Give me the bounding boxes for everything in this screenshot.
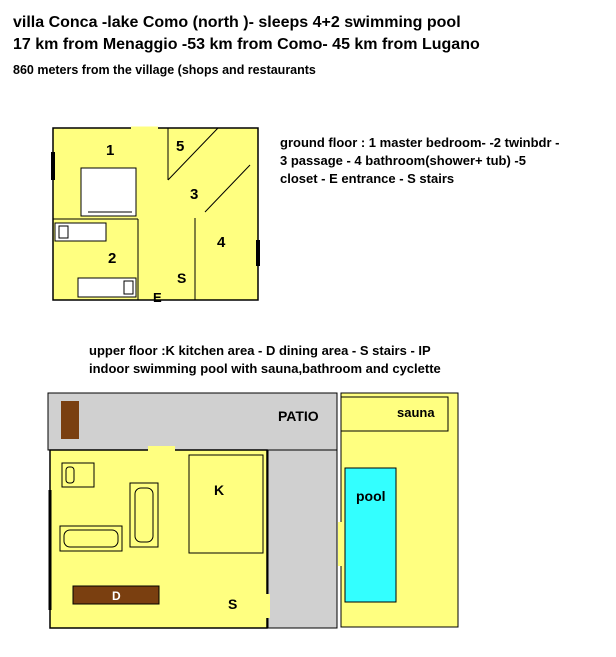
sofa-1-cushion	[135, 488, 153, 542]
master-bed	[81, 168, 136, 216]
label-pool: pool	[356, 488, 386, 504]
twin-bed-1-pillow	[59, 226, 68, 238]
title-line-2: 17 km from Menaggio -53 km from Como- 45 km from Lugano	[13, 36, 480, 53]
patio-furniture	[61, 401, 79, 439]
label-dining: D	[112, 589, 121, 603]
ground-floor-plan	[53, 128, 258, 305]
label-room-1: 1	[106, 142, 115, 159]
ground-floor-caption-line: ground floor : 1 master bedroom- -2 twinbdr -	[280, 135, 560, 150]
label-room-2: 2	[108, 250, 117, 267]
title-line-1: villa Conca -lake Como (north )- sleeps 4+2 swimming pool	[13, 14, 461, 31]
upper-floor-caption-line: upper floor :K kitchen area - D dining area - S stairs - IP	[89, 343, 431, 358]
label-stairs-upper: S	[228, 596, 238, 612]
label-room-5: 5	[176, 138, 185, 155]
patio-side	[268, 450, 337, 628]
ground-floor-caption-line: 3 passage - 4 bathroom(shower+ tub) -5	[280, 153, 526, 168]
label-patio: PATIO	[278, 408, 319, 424]
twin-bed-2-pillow	[124, 281, 133, 294]
label-room-4: 4	[217, 234, 226, 251]
pool-door-gap	[338, 522, 344, 566]
title-line-3: 860 meters from the village (shops and restaurants	[13, 63, 316, 77]
label-sauna: sauna	[397, 405, 435, 420]
label-room-3: 3	[190, 186, 199, 203]
living-door-gap	[148, 446, 175, 452]
kitchen-area	[189, 455, 263, 553]
sofa-2-cushion	[64, 530, 118, 547]
upper-floor-caption-line: indoor swimming pool with sauna,bathroom and cyclette	[89, 361, 441, 376]
label-entrance: E	[153, 290, 162, 305]
living-east-door-gap	[264, 594, 270, 618]
label-stairs: S	[177, 270, 187, 286]
label-kitchen: K	[214, 482, 225, 498]
armchair-arm	[66, 467, 74, 483]
ground-floor-caption-line: closet - E entrance - S stairs	[280, 171, 455, 186]
upper-floor-plan	[48, 393, 458, 628]
